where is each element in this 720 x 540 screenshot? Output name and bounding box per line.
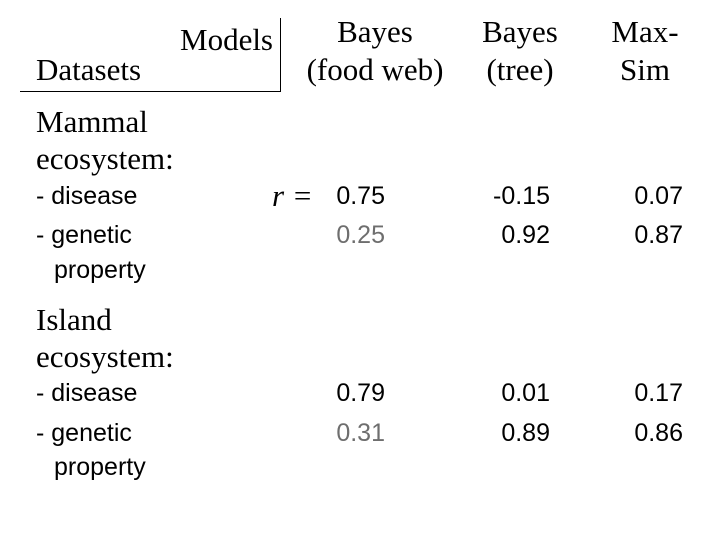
column-header-bayes-tree-line2: (tree) — [486, 52, 554, 87]
value-island-disease-maxsim: 0.17 — [634, 379, 683, 407]
r-label: r = — [272, 178, 313, 213]
value-island-genetic-bayes-food-web: 0.31 — [336, 419, 385, 447]
header-corner-vertical-line — [280, 18, 281, 92]
value-island-disease-bayes-food-web: 0.79 — [336, 379, 385, 407]
value-island-genetic-maxsim: 0.86 — [634, 419, 683, 447]
header-corner-horizontal-line — [20, 91, 281, 92]
row-label-mammal-genetic: - genetic — [36, 221, 132, 249]
value-mammal-disease-bayes-tree: -0.15 — [493, 182, 550, 210]
row-label-island-genetic: - genetic — [36, 419, 132, 447]
column-header-bayes-food-web-line2: (food web) — [306, 52, 444, 87]
column-header-bayes-food-web-line1: Bayes — [337, 14, 413, 49]
value-mammal-disease-bayes-food-web: 0.75 — [336, 182, 385, 210]
row-label-mammal-disease: - disease — [36, 182, 138, 210]
models-header: Models — [180, 22, 273, 57]
value-island-disease-bayes-tree: 0.01 — [501, 379, 550, 407]
group-title-island-line2: ecosystem: — [36, 339, 174, 374]
datasets-header: Datasets — [36, 52, 142, 87]
row-label-island-disease: - disease — [36, 379, 138, 407]
value-mammal-genetic-bayes-food-web: 0.25 — [336, 221, 385, 249]
column-header-bayes-tree-line1: Bayes — [482, 14, 558, 49]
value-mammal-disease-maxsim: 0.07 — [634, 182, 683, 210]
value-mammal-genetic-bayes-tree: 0.92 — [501, 221, 550, 249]
group-title-island-line1: Island — [36, 302, 112, 337]
group-title-mammal-line2: ecosystem: — [36, 141, 174, 176]
row-label-island-genetic-line2: property — [54, 453, 146, 481]
value-mammal-genetic-maxsim: 0.87 — [634, 221, 683, 249]
row-label-mammal-genetic-line2: property — [54, 256, 146, 284]
column-header-maxsim-line1: Max- — [611, 14, 679, 49]
value-island-genetic-bayes-tree: 0.89 — [501, 419, 550, 447]
group-title-mammal-line1: Mammal — [36, 104, 148, 139]
column-header-maxsim-line2: Sim — [620, 52, 670, 87]
